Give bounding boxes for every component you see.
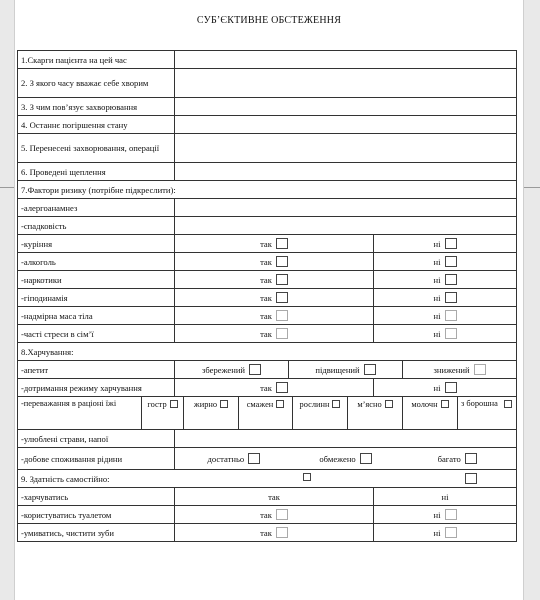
- checkbox-yes[interactable]: [276, 238, 288, 249]
- option-yes: так: [260, 328, 272, 339]
- table-row: [18, 163, 517, 181]
- checkbox-food-fatty[interactable]: [220, 400, 228, 408]
- row-label: -спадковість: [18, 217, 175, 235]
- row-label: -часті стреси в сім’ї: [18, 325, 175, 343]
- row-label: -улюблені страви, напої: [18, 430, 175, 448]
- table-row: [18, 343, 517, 361]
- option-no: ні: [433, 328, 441, 339]
- table-row: [18, 506, 517, 524]
- option-food-flour: з борошна: [461, 399, 498, 408]
- row-label: 6. Проведені щеплення: [18, 163, 175, 181]
- checkbox-blank[interactable]: [303, 473, 311, 481]
- option-yes: так: [260, 310, 272, 321]
- row-label: -умиватись, чистити зуби: [18, 524, 175, 542]
- option-appetite-preserved: збережений: [202, 364, 246, 375]
- option-appetite-increased: підвищений: [315, 364, 360, 375]
- table-row: [18, 51, 517, 69]
- checkbox-food-meat[interactable]: [385, 400, 393, 408]
- table-row: [18, 325, 517, 343]
- checkbox-yes[interactable]: [276, 328, 288, 339]
- checkbox-no[interactable]: [445, 292, 457, 303]
- option-food-plant: рослинн: [299, 400, 330, 409]
- table-row: [18, 488, 517, 506]
- checkbox-fluid-enough[interactable]: [248, 453, 260, 464]
- checkbox-no[interactable]: [445, 509, 457, 520]
- table-row: [18, 430, 517, 448]
- checkbox-yes[interactable]: [276, 509, 288, 520]
- row-label: 1.Скарги пацієнта на цей час: [18, 51, 175, 69]
- option-food-dairy: молочн: [411, 400, 438, 409]
- section-heading: 9. Здатність самостійно:: [18, 470, 340, 488]
- table-row: [18, 448, 517, 470]
- table-row: [18, 397, 517, 430]
- table-row: [18, 181, 517, 199]
- option-food-fatty: жирно: [193, 400, 218, 409]
- checkbox-no[interactable]: [445, 527, 457, 538]
- checkbox-no[interactable]: [445, 382, 457, 393]
- checkbox-yes[interactable]: [276, 256, 288, 267]
- assessment-form-table: [17, 50, 517, 542]
- option-yes: так: [260, 238, 272, 249]
- row-label: -куріння: [18, 235, 175, 253]
- row-label: -користуватись туалетом: [18, 506, 175, 524]
- table-row: [18, 289, 517, 307]
- checkbox-yes[interactable]: [276, 292, 288, 303]
- checkbox-yes[interactable]: [276, 274, 288, 285]
- checkbox-yes[interactable]: [276, 527, 288, 538]
- option-yes: так: [260, 274, 272, 285]
- table-row: [18, 69, 517, 98]
- row-label: -дотримання режиму харчування: [18, 379, 175, 397]
- checkbox-food-fried[interactable]: [276, 400, 284, 408]
- checkbox-food-plant[interactable]: [332, 400, 340, 408]
- option-no: ні: [441, 491, 449, 502]
- table-row: [18, 524, 517, 542]
- option-no: ні: [433, 527, 441, 538]
- table-row: [18, 470, 517, 488]
- option-yes: так: [260, 509, 272, 520]
- row-label: -апетит: [18, 361, 175, 379]
- row-label: -добове споживання рідини: [18, 448, 175, 470]
- option-fluid-enough: достатньо: [207, 453, 245, 464]
- table-row: [18, 98, 517, 116]
- table-row: [18, 235, 517, 253]
- option-food-spicy: гостр: [147, 400, 167, 409]
- checkbox-food-spicy[interactable]: [170, 400, 178, 408]
- checkbox-appetite-increased[interactable]: [364, 364, 376, 375]
- option-yes: так: [260, 527, 272, 538]
- checkbox-appetite-decreased[interactable]: [474, 364, 486, 375]
- answer-field[interactable]: [175, 51, 517, 69]
- row-label: 2. З якого часу вважає себе хворим: [18, 69, 175, 98]
- checkbox-no[interactable]: [445, 310, 457, 321]
- page-title: СУБ’ЄКТИВНЕ ОБСТЕЖЕННЯ: [196, 15, 342, 26]
- answer-field[interactable]: [175, 134, 517, 163]
- section-heading: 7.Фактори ризику (потрібне підкреслити):: [18, 181, 517, 199]
- option-fluid-limited: обмежено: [319, 453, 356, 464]
- table-row: [18, 134, 517, 163]
- answer-field[interactable]: [175, 163, 517, 181]
- checkbox-appetite-preserved[interactable]: [249, 364, 261, 375]
- checkbox-no[interactable]: [445, 328, 457, 339]
- option-no: ні: [433, 256, 441, 267]
- option-no: ні: [433, 274, 441, 285]
- row-label: -переважання в раціоні їжі: [18, 397, 142, 429]
- option-fluid-much: багато: [437, 453, 461, 464]
- table-row: [18, 217, 517, 235]
- row-label: -гіподинамія: [18, 289, 175, 307]
- answer-field[interactable]: [175, 116, 517, 134]
- table-row: [18, 271, 517, 289]
- option-yes: так: [260, 256, 272, 267]
- option-no: ні: [433, 382, 441, 393]
- option-yes: так: [260, 292, 272, 303]
- option-yes: так: [268, 491, 280, 502]
- option-no: ні: [433, 509, 441, 520]
- checkbox-no[interactable]: [445, 238, 457, 249]
- checkbox-fluid-limited[interactable]: [360, 453, 372, 464]
- row-label: -харчуватись: [18, 488, 175, 506]
- checkbox-blank[interactable]: [465, 473, 477, 484]
- checkbox-yes[interactable]: [276, 382, 288, 393]
- checkbox-no[interactable]: [445, 274, 457, 285]
- table-row: [18, 307, 517, 325]
- checkbox-yes[interactable]: [276, 310, 288, 321]
- row-label: 5. Перенесені захворювання, операції: [18, 134, 175, 163]
- table-row: [18, 116, 517, 134]
- answer-field[interactable]: [175, 199, 517, 217]
- answer-field[interactable]: [175, 69, 517, 98]
- checkbox-fluid-much[interactable]: [465, 453, 477, 464]
- answer-field[interactable]: [175, 98, 517, 116]
- checkbox-food-flour[interactable]: [504, 400, 512, 408]
- row-label: -надмірна маса тіла: [18, 307, 175, 325]
- checkbox-no[interactable]: [445, 256, 457, 267]
- row-label: 4. Останнє погіршення стану: [18, 116, 175, 134]
- option-food-fried: смажен: [246, 400, 274, 409]
- table-row: [18, 361, 517, 379]
- table-row: [18, 253, 517, 271]
- table-row: [18, 199, 517, 217]
- row-label: -алкоголь: [18, 253, 175, 271]
- answer-field[interactable]: [175, 217, 517, 235]
- row-label: 3. З чим пов’язує захворювання: [18, 98, 175, 116]
- option-food-meat: м’ясно: [357, 400, 382, 409]
- section-heading: 8.Харчування:: [18, 343, 517, 361]
- row-label: -наркотики: [18, 271, 175, 289]
- checkbox-food-dairy[interactable]: [441, 400, 449, 408]
- option-no: ні: [433, 292, 441, 303]
- table-row: [18, 379, 517, 397]
- answer-field[interactable]: [175, 430, 517, 448]
- row-label: -алергоанамнез: [18, 199, 175, 217]
- option-no: ні: [433, 238, 441, 249]
- option-appetite-decreased: знижений: [433, 364, 470, 375]
- option-yes: так: [260, 382, 272, 393]
- option-no: ні: [433, 310, 441, 321]
